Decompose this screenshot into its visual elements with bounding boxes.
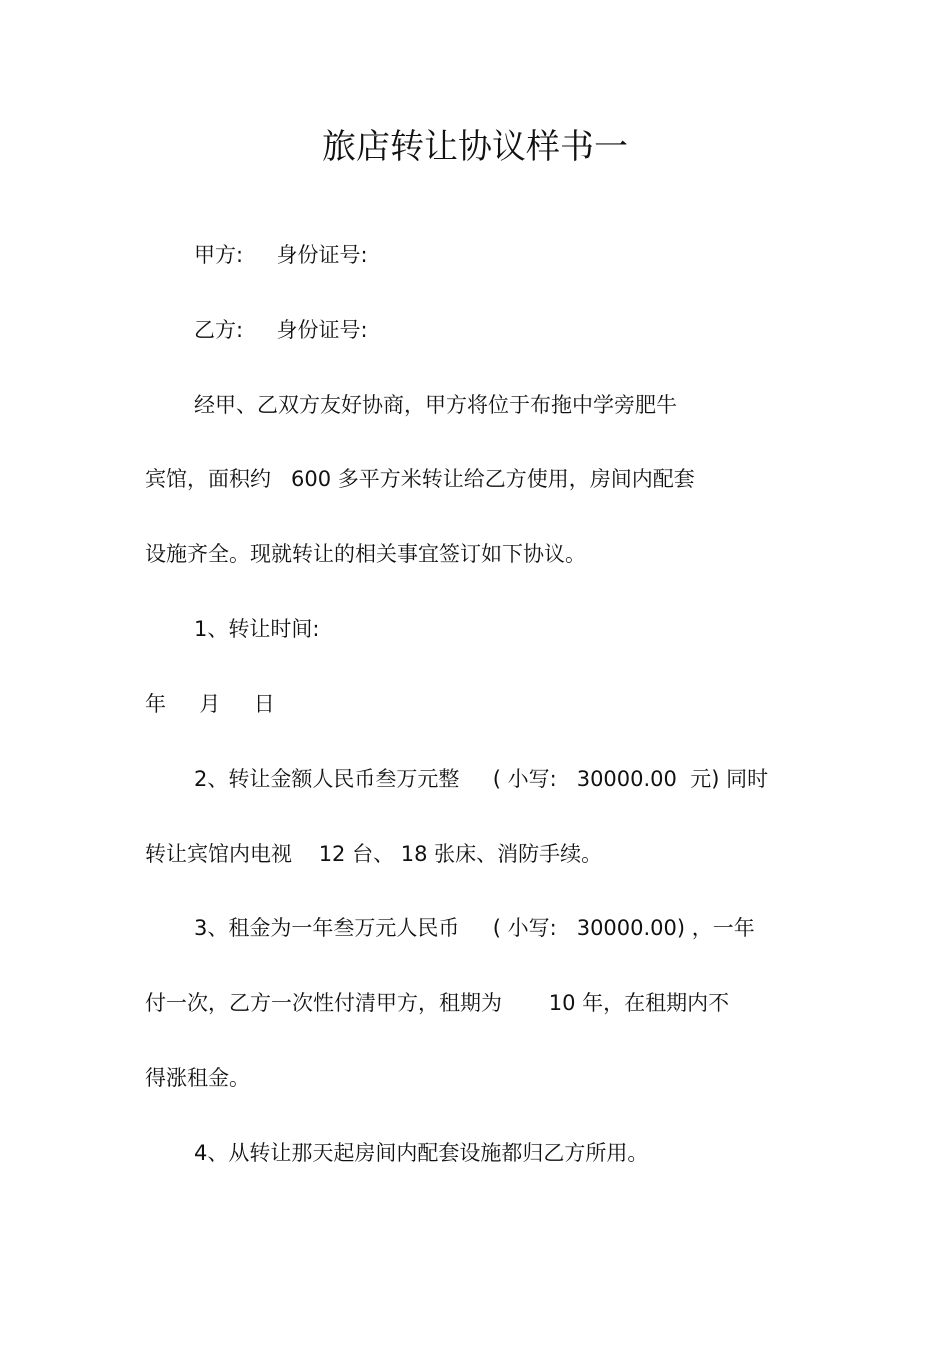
intro-line-2: 宾馆，面积约 600 多平方米转让给乙方使用，房间内配套	[145, 467, 695, 491]
document-title: 旅店转让协议样书一	[322, 127, 628, 167]
clause-2-line-2: 转让宾馆内电视 12 台、 18 张床、消防手续。	[145, 842, 603, 866]
clause-3-line-3: 得涨租金。	[145, 1066, 250, 1090]
party-b-line: 乙方: 身份证号:	[194, 318, 368, 342]
clause-4-line: 4、从转让那天起房间内配套设施都归乙方所用。	[194, 1141, 649, 1165]
intro-line-3: 设施齐全。现就转让的相关事宜签订如下协议。	[145, 542, 586, 566]
party-a-line: 甲方: 身份证号:	[194, 243, 368, 267]
clause-1-heading: 1、转让时间:	[194, 617, 320, 641]
clause-3-line-1: 3、租金为一年叁万元人民币 ( 小写: 30000.00) ，一年	[194, 916, 755, 940]
clause-1-date: 年 月 日	[145, 692, 275, 716]
clause-2-line-1: 2、转让金额人民币叁万元整 ( 小写: 30000.00 元) 同时	[194, 767, 769, 791]
intro-line-1: 经甲、乙双方友好协商，甲方将位于布拖中学旁肥牛	[194, 393, 677, 417]
clause-3-line-2: 付一次，乙方一次性付清甲方，租期为 10 年，在租期内不	[145, 991, 730, 1015]
